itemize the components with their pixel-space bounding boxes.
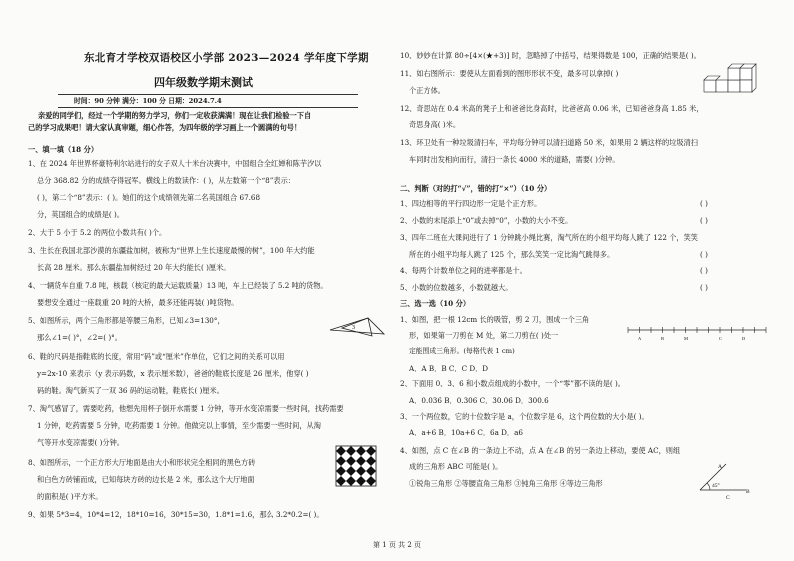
q4-line1: 4、一辆货车自重 7.8 吨，核载（核定的最大运载质量）13 吨，车上已经装了 5.2 吨的货物。: [28, 281, 328, 290]
cube-stack-figure: [700, 62, 764, 98]
q7-line2: 1 分钟，吃药需要 5 分钟，吃药需要 1 分钟。他做完以上事情，至少需要一些时间，从淘: [37, 421, 321, 430]
q7-line3: 气等开水变凉需要( )分钟。: [37, 438, 124, 447]
q11-line2: 个正方体。: [409, 86, 445, 95]
q7-line1: 7、淘气感冒了，需要吃药，他想先用杯子倒开水需要 1 分钟，等开水变凉需要一些时间，找药需要: [28, 404, 344, 413]
header-rule-top: [58, 94, 358, 95]
header-rule-bottom: [58, 107, 358, 108]
point-b-label: B: [746, 489, 750, 495]
point-a-label: A: [718, 464, 722, 470]
choice-q1-line2: 形，如果第一刀剪在 M 处，第二刀剪在( )处一: [409, 331, 559, 340]
q6-line1: 6、鞋的尺码是指鞋底的长度，常用“码”或“厘米”作单位，它们之间的关系可以用: [28, 352, 285, 361]
angle-45-label: 45°: [712, 483, 720, 489]
judge-item-2: 2、小数的末尾添上“0”或去掉“0”，小数的大小不变。: [400, 216, 573, 225]
q10: 10、妙妙在计算 80÷[4×(★+3)] 时，忽略掉了中括号，结果得数是 100，正确的结果是( )。: [400, 51, 701, 60]
exam-title: 东北育才学校双语校区小学部 2023—2024 学年度下学期: [84, 52, 369, 64]
section-heading-1: 一、填一填（18 分）: [28, 145, 99, 154]
choice-q1-options: A．A B．B C．C D．D: [409, 364, 489, 373]
q5-line1: 5、如图所示，两个三角形都是等腰三角形，已知∠3=130°，: [28, 316, 225, 325]
judge-item-5: 5、小数的位数越多，小数就越大。: [400, 283, 513, 292]
exam-subtitle: 四年级数学期末测试: [154, 76, 253, 89]
choice-q3-options: A．a+6 B．10a+6 C．6a D．a6: [409, 428, 523, 437]
straw-ruler-figure: [626, 322, 772, 346]
judge-mark-4[interactable]: ( ): [700, 266, 708, 275]
choice-q2: 2、下面用 0、3、6 和小数点组成的小数中，一个“零”都不读的是( )。: [400, 379, 625, 388]
choice-q2-options: A．0.036 B．0.306 C．30.06 D．300.6: [409, 396, 549, 405]
q8-line1: 8、如图所示，一个正方形大厅地面是由大小和形状完全相同的黑色方砖: [28, 458, 256, 467]
section-heading-3: 三、选一选（10 分）: [400, 299, 471, 308]
judge-mark-5[interactable]: ( ): [700, 283, 708, 292]
isosceles-triangles-figure: [328, 314, 390, 340]
ruler-label-d: D: [742, 336, 746, 341]
q13-line1: 13、环卫处有一种垃圾清扫车，平均每分钟可以清扫道路 50 米，如果用 2 辆这样的垃圾清扫: [400, 138, 698, 147]
point-c-label: C: [726, 495, 730, 501]
q8-line2: 和白色方砖铺而成，已知每块方砖的边长是 2 米，那么这个大厅地面: [37, 475, 255, 484]
judge-item-3b: 所在的小组平均每人跳了 125 个，那么笑笑一定比淘气跳得多。: [409, 250, 615, 259]
section-heading-2: 二、判断（对的打“√”，错的打“×”）（10 分）: [400, 184, 552, 193]
q9: 9、如果 5*3=4，10*4=12，18*10=16，30*15=30，1.8*1=1.6，那么 3.2*0.2=( )。: [28, 510, 324, 519]
q4-line2: 要想安全通过一座载重 20 吨的大桥，最多还能再装( )吨货物。: [37, 298, 239, 307]
judge-item-4: 4、每两个计数单位之间的进率都是十。: [400, 266, 527, 275]
q13-line2: 车同时出发相向而行，清扫一条长 4000 米的道路，需要( )分钟。: [409, 155, 620, 164]
q1-line1: 1、在 2024 年世界杯豪特利尔站进行的女子双人十米台决赛中，中国组合全红婵和陈芋汐以: [28, 159, 322, 168]
q3-line2: 长高 28 厘米。那么东疆盐加树经过 20 年大约能长( )厘米。: [37, 263, 231, 272]
angle-3-label: 3: [352, 325, 355, 331]
q1-line4: 分，英国组合的成绩是( )。: [37, 210, 124, 219]
choice-q1-line1: 1、如图，把一根 12cm 长的吸管，剪 2 刀，围成一个三角: [400, 315, 590, 324]
ruler-label-a: A: [638, 336, 642, 341]
q5-line2: 那么∠1=( )°，∠2=( )°。: [37, 333, 122, 342]
q3-line1: 3、生长在我国北部沙漠的东疆盐加树，被称为“世界上生长速度最慢的树”，100 年大约能: [28, 246, 315, 255]
ruler-label-m: M: [684, 336, 689, 341]
tile-floor-figure: [336, 446, 378, 488]
choice-q4-line2: 成的三角形 ABC 可能是( )。: [409, 462, 503, 471]
choice-q4-options: ①锐角三角形 ②等腰直角三角形 ③钝角三角形 ④等边三角形: [409, 479, 603, 488]
judge-mark-1[interactable]: ( ): [700, 199, 708, 208]
judge-mark-3[interactable]: ( ): [700, 250, 708, 259]
q1-line3: ( )，第二个“8”表示：( )。她们的这个成绩领先第二名英国组合 67.68: [37, 193, 261, 202]
q2: 2、大于 5 小于 5.2 的两位小数共有( )个。: [28, 228, 167, 237]
ruler-label-c: C: [719, 336, 723, 341]
q6-line2: y=2x-10 来表示（y 表示码数，x 表示厘米数），爸爸的鞋底长度是 26 厘米，他穿( ): [37, 369, 309, 378]
judge-item-3: 3、四年二班在大课间进行了 1 分钟跳小绳比赛，淘气所在的小组平均每人跳了 122 个，笑笑: [400, 233, 698, 242]
q11-line1: 11、如右图所示：要使从左面看到的图形形状不变，最多可以拿掉( ): [400, 69, 619, 78]
ruler-label-b: B: [661, 336, 665, 341]
exam-meta: 时间：90 分钟 满分：100 分 日期：2024.7.4: [74, 97, 222, 105]
q12-line1: 12、奇思站在 0.4 米高的凳子上和爸爸比身高时，比爸爸高 0.06 米，已知爸爸身高 1.85 米，: [400, 104, 704, 113]
q6-line3: 码的鞋。淘气新买了一双 36 码的运动鞋，鞋底长( )厘米。: [37, 386, 224, 395]
q8-line3: 的面积是( )平方米。: [37, 492, 103, 501]
choice-q4-line1: 4、如图，点 C 在∠B 的一条边上不动，点 A 在∠B 的另一条边上移动，要使 AC，则组: [400, 446, 681, 455]
page-footer: 第 1 页 共 2 页: [372, 541, 422, 549]
angle-45-figure: [696, 458, 752, 502]
q12-line2: 奇思身高( )米。: [409, 120, 461, 129]
choice-q3: 3、一个两位数，它的十位数字是 a，个位数字是 6，这个两位数的大小是( )。: [400, 412, 649, 421]
judge-item-1: 1、四边相等的平行四边形一定是个正方形。: [400, 199, 542, 208]
q1-line2: 总分 368.82 分的成绩夺得冠军。横线上的数读作：( )，从左数第一个“8”表示：: [37, 176, 295, 185]
choice-q1-line3: 定能围成三角形。(每格代表 1 cm): [409, 347, 515, 355]
greeting-line-2: 己的学习成果吧！请大家认真审题，细心作答，为四年级的学习画上一个圆满的句号！: [28, 123, 302, 132]
judge-mark-2[interactable]: ( ): [700, 216, 708, 225]
greeting-line-1: 亲爱的同学们，经过一个学期的努力学习，你们一定收获满满！现在让我们检验一下自: [38, 111, 312, 120]
